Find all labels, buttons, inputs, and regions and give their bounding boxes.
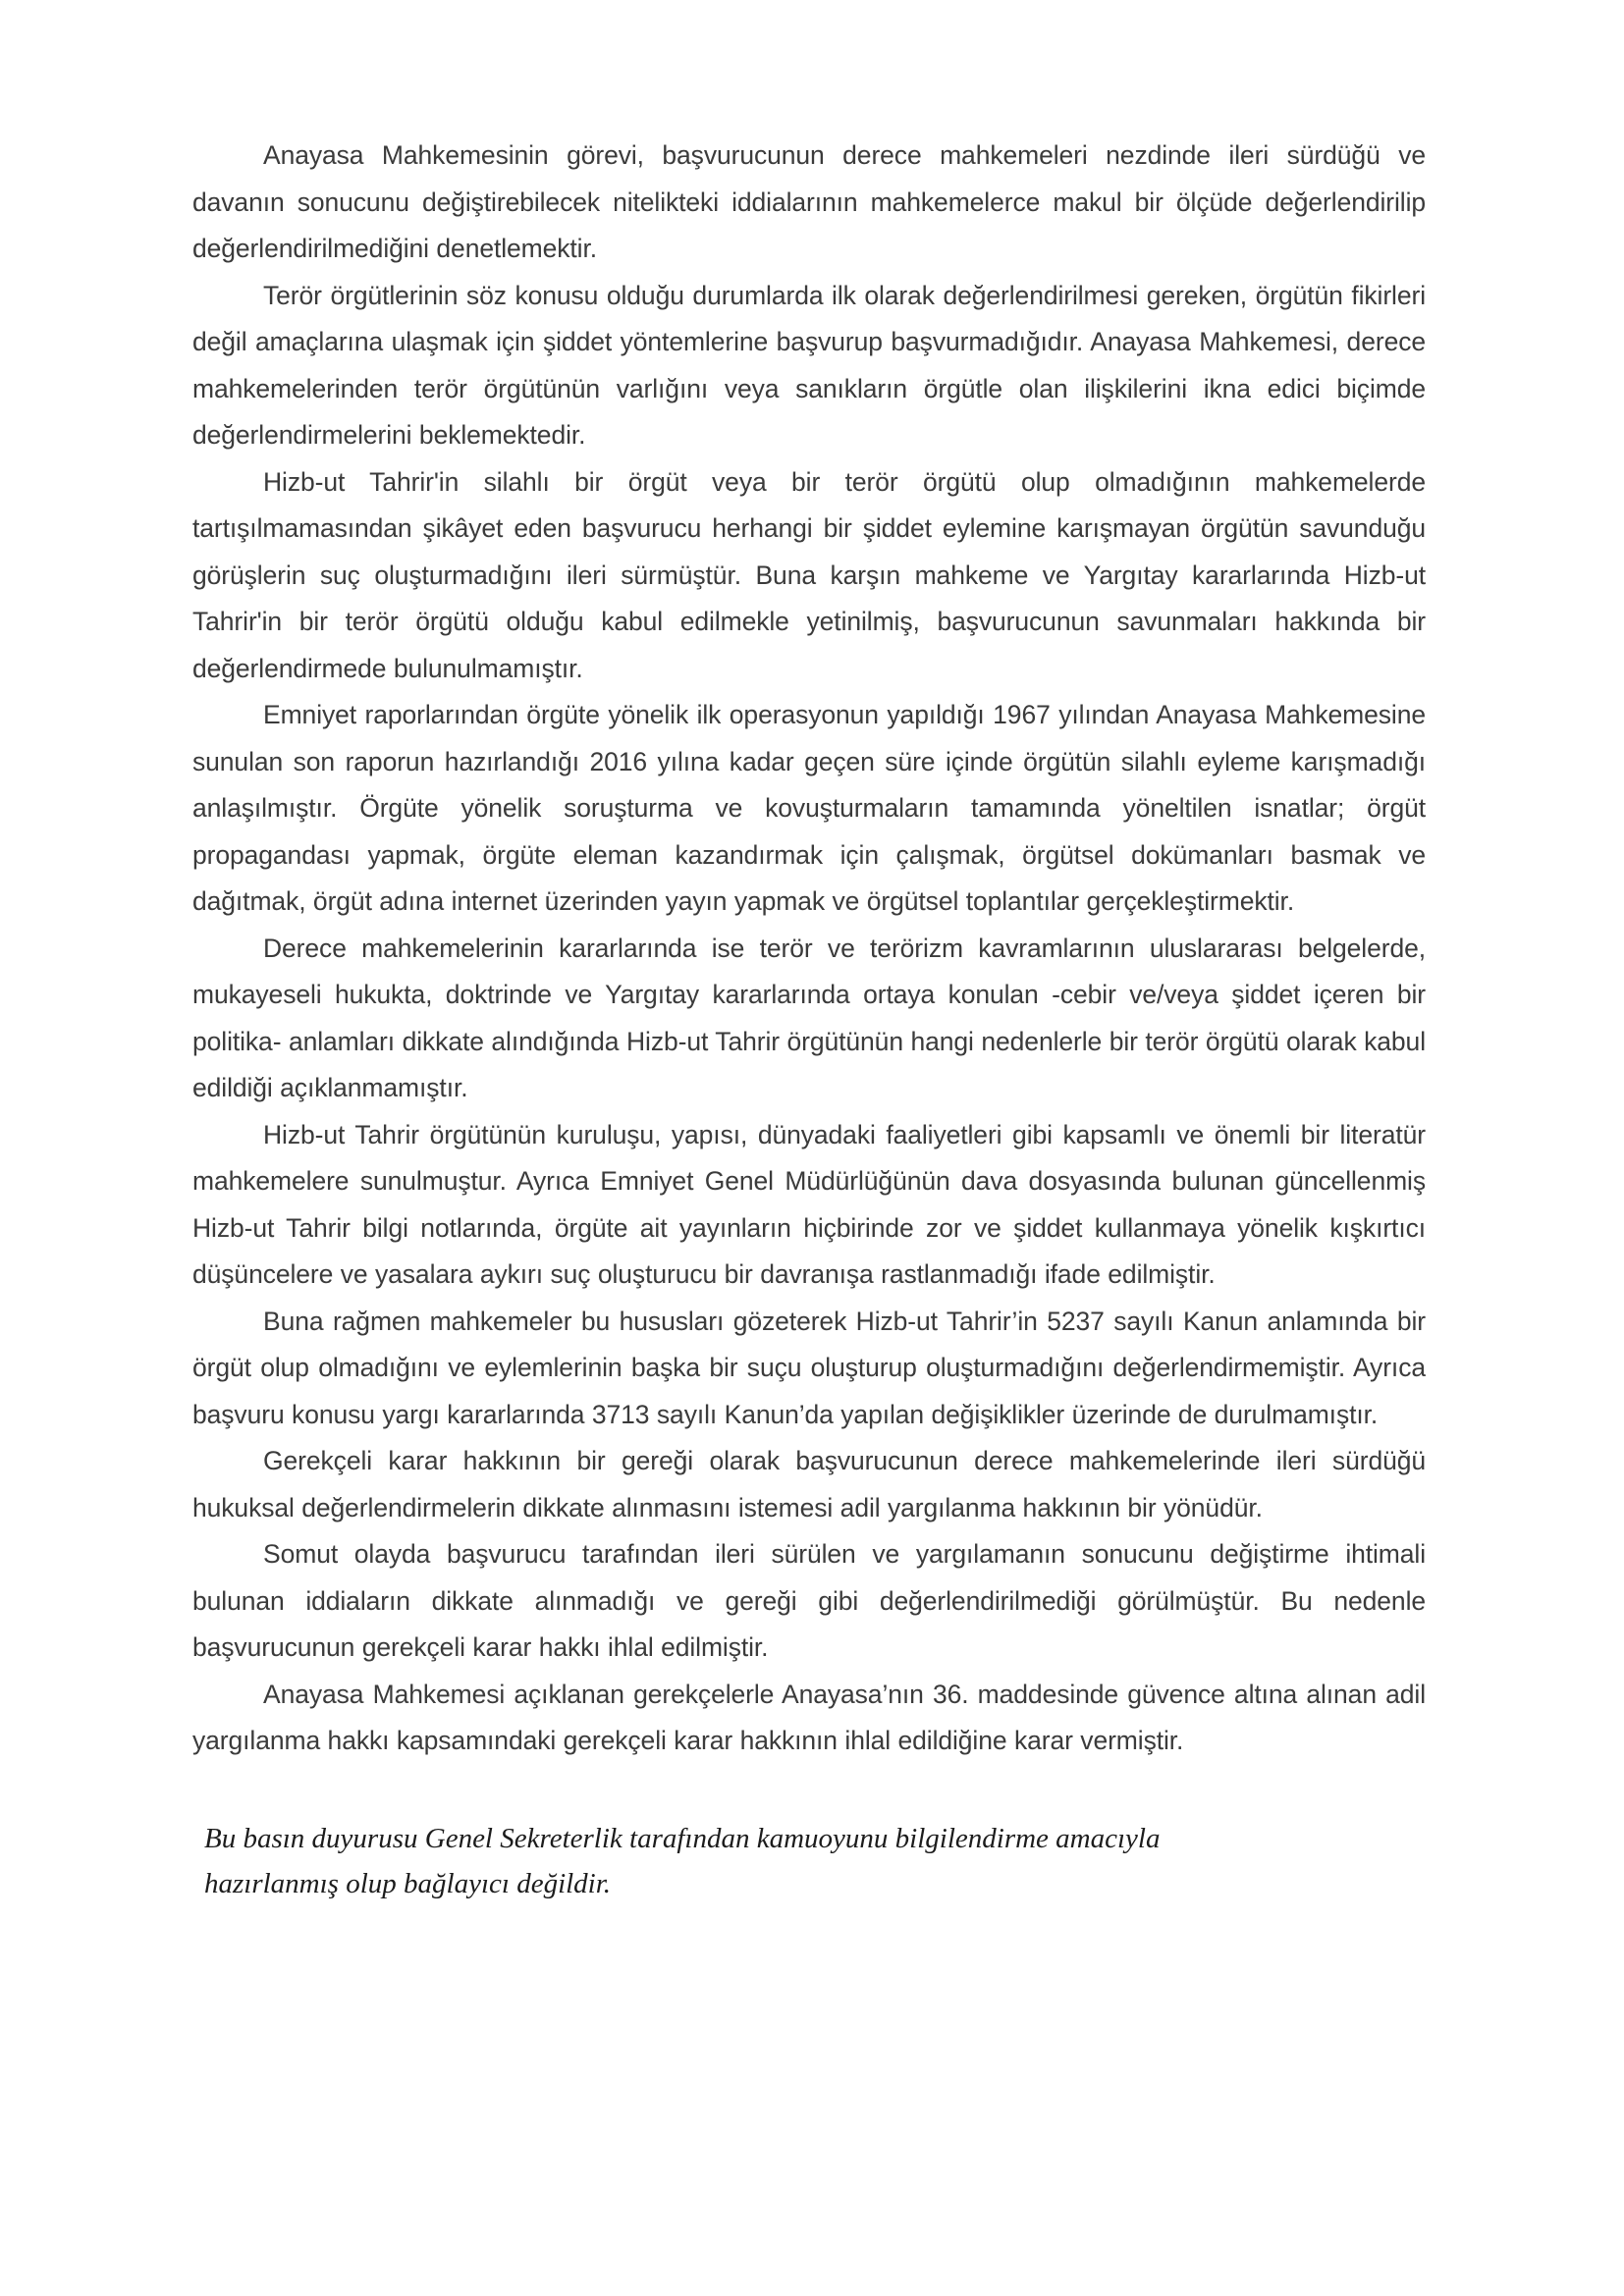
document-body	[192, 133, 1426, 1906]
paragraph-9: Somut olayda başvurucu tarafından ileri sürülen ve yargılamanın sonucunu değiştirme ihtimali bulunan iddiaların dikkate alınmadığı ve gereği gibi değerlendirilmediği görülmüştür. Bu nedenle başvurucunun gerekçeli karar hakkı ihlal edilmiştir.	[192, 1539, 1426, 1662]
paragraph-4: Emniyet raporlarından örgüte yönelik ilk operasyonun yapıldığı 1967 yılından Anayasa Mahkemesine sunulan son raporun hazırlandığı 2016 yılına kadar geçen süre içinde örgütün silahlı eyleme karışmadığı anlaşılmıştır. Örgüte yönelik soruşturma ve kovuşturmaların tamamında yöneltilen isnatlar; örgüt propagandası yapmak, örgüte eleman kazandırmak için çalışmak, örgütsel dokümanları basmak ve dağıtmak, örgüt adına internet üzerinden yayın yapmak ve örgütsel toplantılar gerçekleştirmektir.	[192, 700, 1426, 916]
paragraph-2: Terör örgütlerinin söz konusu olduğu durumlarda ilk olarak değerlendirilmesi gereken, örgütün fikirleri değil amaçlarına ulaşmak için şiddet yöntemlerine başvurup başvurmadığıdır. Anayasa Mahkemesi, derece mahkemelerinden terör örgütünün varlığını veya sanıkların örgütle olan ilişkilerini ikna edici biçimde değerlendirmelerini beklemektedir.	[192, 280, 1426, 450]
paragraph-8: Gerekçeli karar hakkının bir gereği olarak başvurucunun derece mahkemelerinde ileri sürdüğü hukuksal değerlendirmelerin dikkate alınmasını istemesi adil yargılanma hakkının bir yönüdür.	[192, 1446, 1426, 1522]
paragraph-3: Hizb-ut Tahrir'in silahlı bir örgüt veya bir terör örgütü olup olmadığının mahkemelerde tartışılmamasından şikâyet eden başvurucu herhangi bir şiddet eylemine karışmayan örgütün savunduğu görüşlerin suç oluşturmadığını ileri sürmüştür. Buna karşın mahkeme ve Yargıtay kararlarında Hizb-ut Tahrir'in bir terör örgütü olduğu kabul edilmekle yetinilmiş, başvurucunun savunmaları hakkında bir değerlendirmede bulunulmamıştır.	[192, 466, 1426, 683]
paragraph-6: Hizb-ut Tahrir örgütünün kuruluşu, yapısı, dünyadaki faaliyetleri gibi kapsamlı ve önemli bir literatür mahkemelere sunulmuştur. Ayrıca Emniyet Genel Müdürlüğünün dava dosyasında bulunan güncellenmiş Hizb-ut Tahrir bilgi notlarında, örgüte ait yayınların hiçbirinde zor ve şiddet kullanmaya yönelik kışkırtıcı düşüncelere ve yasalara aykırı suç oluşturucu bir davranışa rastlanmadığı ifade edilmiştir.	[192, 1119, 1426, 1289]
paragraph-10: Anayasa Mahkemesi açıklanan gerekçelerle Anayasa’nın 36. maddesinde güvence altına alınan adil yargılanma hakkı kapsamındaki gerekçeli karar hakkının ihlal edildiğine karar vermiştir.	[192, 1679, 1426, 1755]
closing-disclaimer-note: Bu basın duyurusu Genel Sekreterlik tarafından kamuoyunu bilgilendirme amacıyla hazırlanmış olup bağlayıcı değildir.	[204, 1822, 1161, 1899]
paragraph-5: Derece mahkemelerinin kararlarında ise terör ve terörizm kavramlarının uluslararası belgelerde, mukayeseli hukukta, doktrinde ve Yargıtay kararlarında ortaya konulan -cebir ve/veya şiddet içeren bir politika- anlamları dikkate alındığında Hizb-ut Tahrir örgütünün hangi nedenlerle bir terör örgütü olarak kabul edildiği açıklanmamıştır.	[192, 933, 1426, 1102]
paragraph-7: Buna rağmen mahkemeler bu hususları gözeterek Hizb-ut Tahrir’in 5237 sayılı Kanun anlamında bir örgüt olup olmadığını ve eylemlerinin başka bir suçu oluşturup oluşturmadığını değerlendirmemiştir. Ayrıca başvuru konusu yargı kararlarında 3713 sayılı Kanun’da yapılan değişiklikler üzerinde de durulmamıştır.	[192, 1306, 1426, 1429]
paragraph-1: Anayasa Mahkemesinin görevi, başvurucunun derece mahkemeleri nezdinde ileri sürdüğü ve davanın sonucunu değiştirebilecek nitelikteki iddialarının mahkemelerce makul bir ölçüde değerlendirilip değerlendirilmediğini denetlemektir.	[192, 140, 1426, 263]
